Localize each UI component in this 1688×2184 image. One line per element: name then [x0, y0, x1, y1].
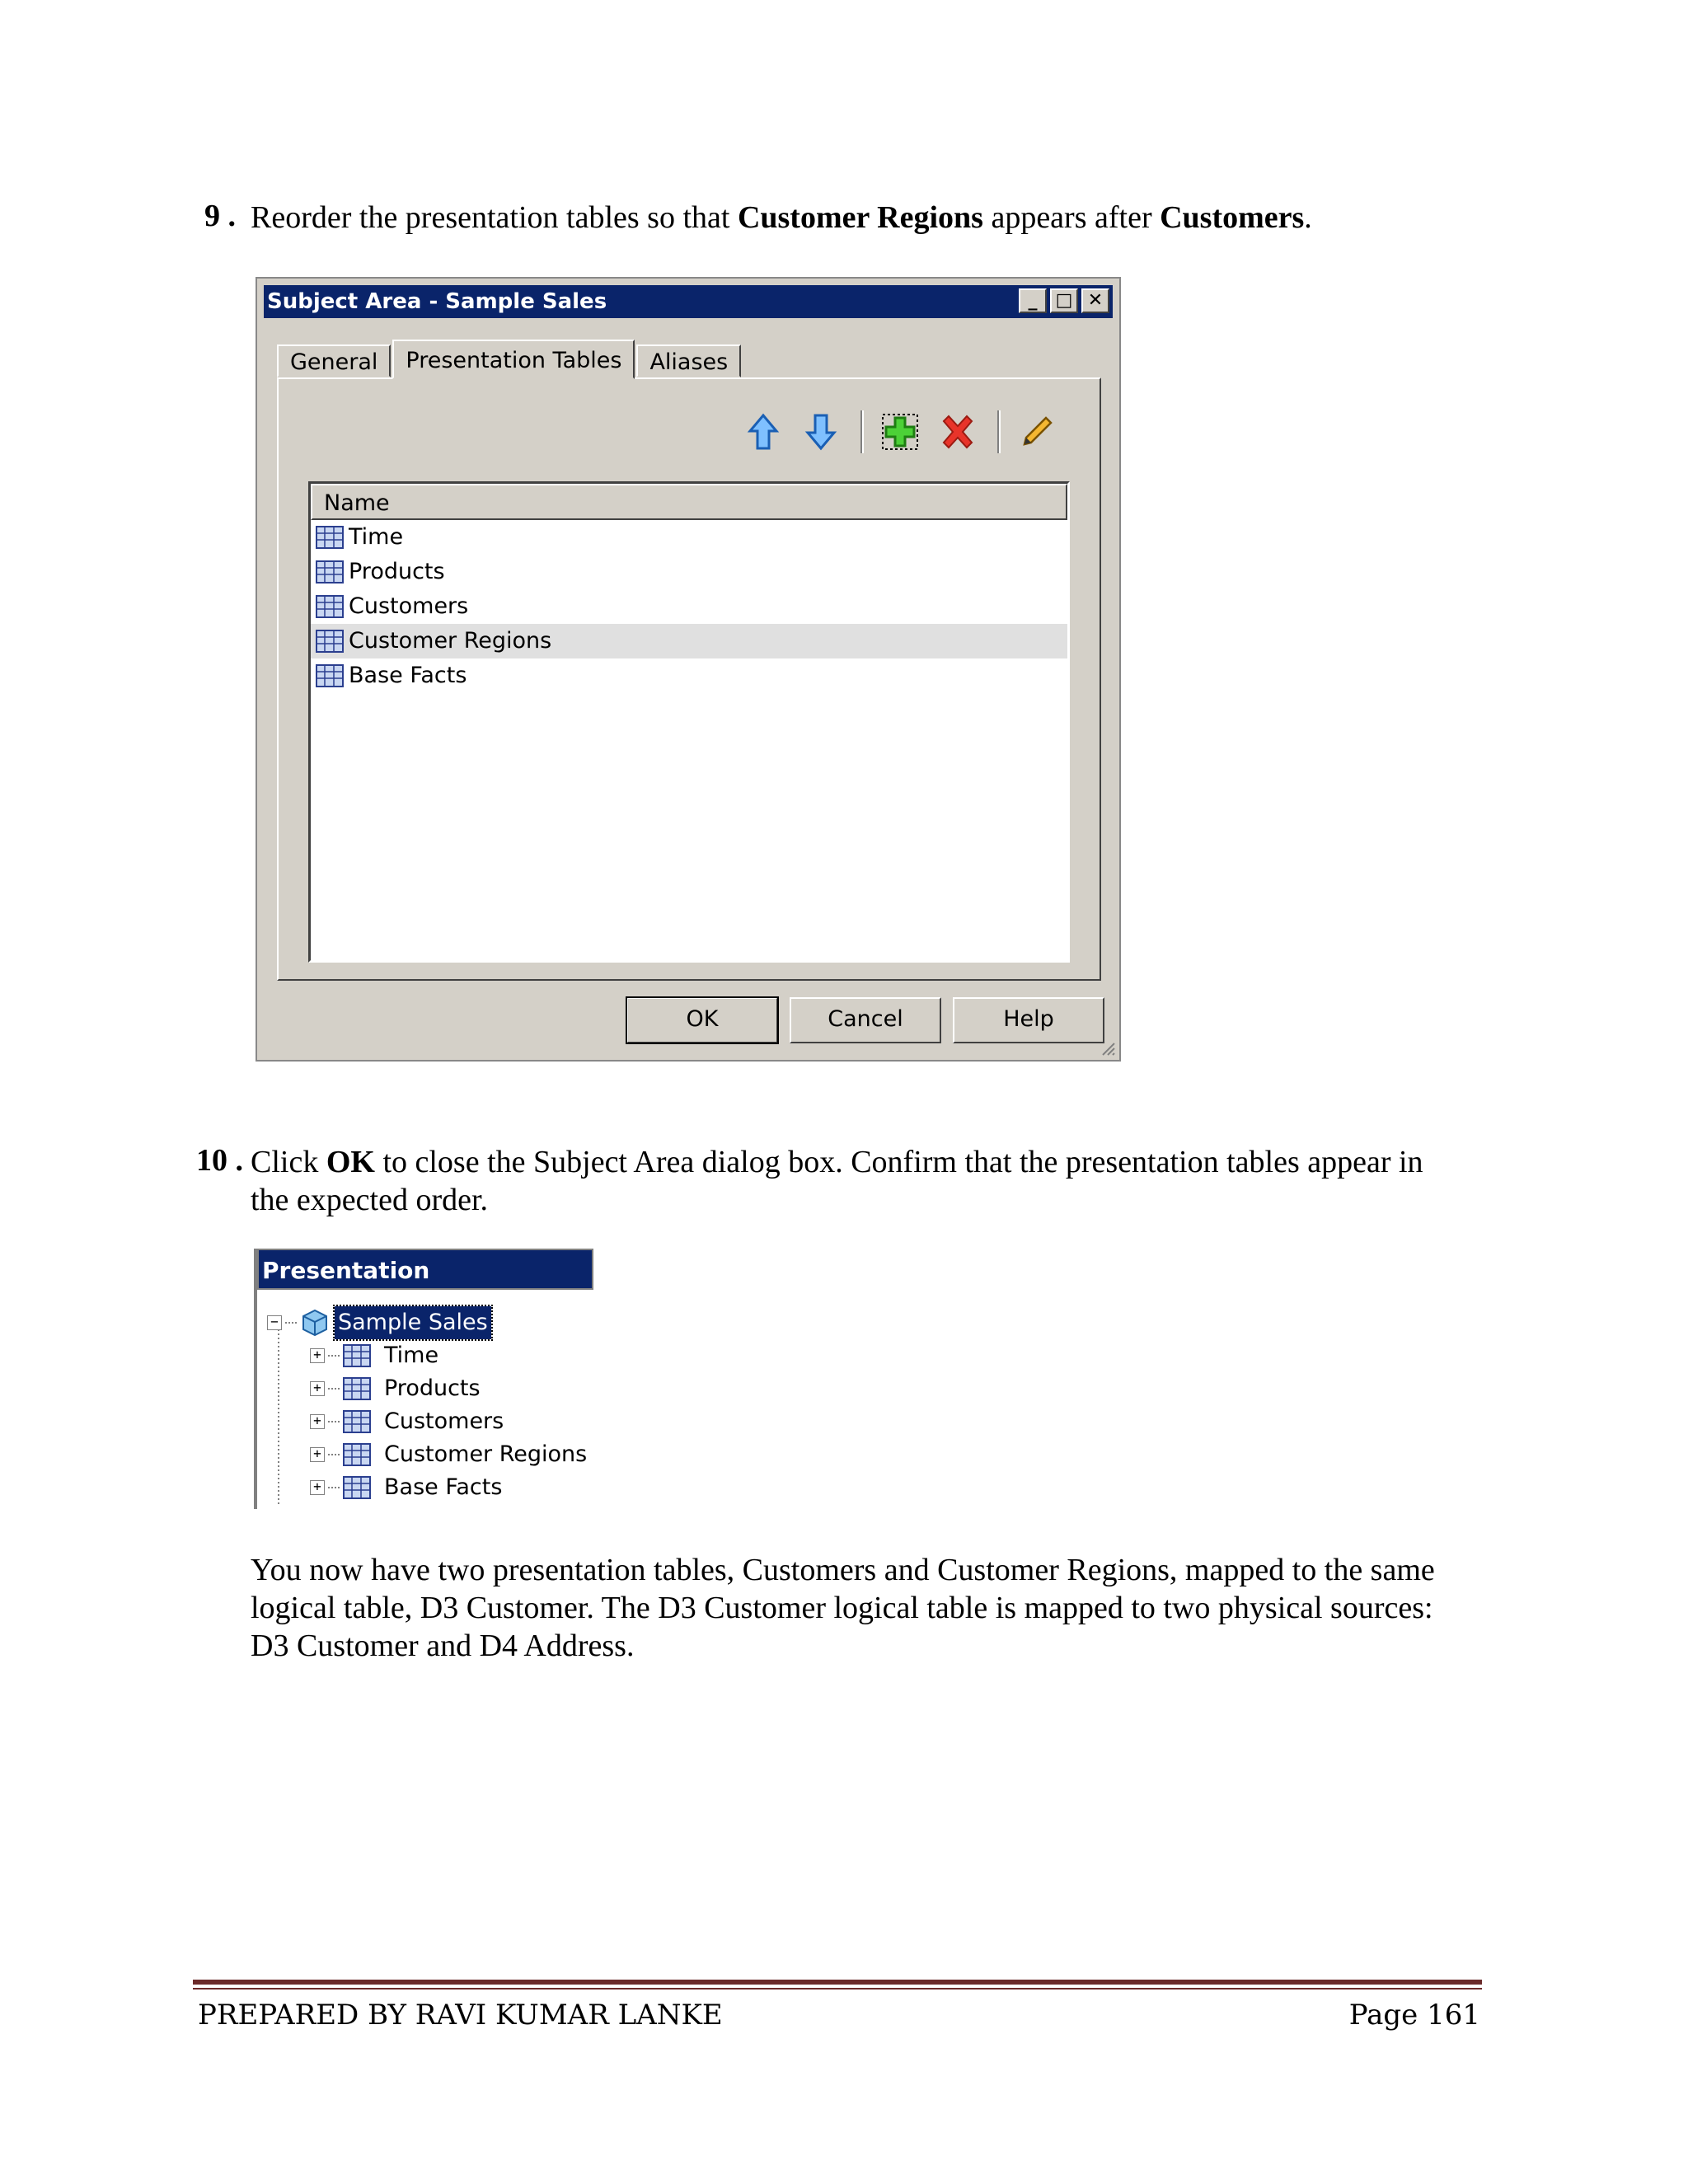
table-icon — [316, 664, 344, 687]
step-number: 9 . — [204, 199, 236, 233]
tab-panel — [277, 377, 1101, 981]
step-9-bold-customer-regions: Customer Regions — [737, 200, 983, 235]
presentation-panel-title: Presentation — [257, 1249, 593, 1290]
step-9-text-end: . — [1304, 200, 1312, 235]
tree-item-label: Products — [384, 1376, 481, 1401]
list-item-label: Customer Regions — [349, 628, 552, 654]
tree-root[interactable] — [267, 1306, 491, 1339]
step-10-text: Click — [251, 1145, 326, 1179]
tab-general[interactable]: General — [277, 344, 391, 377]
table-icon — [343, 1443, 371, 1466]
summary-line-3: D3 Customer and D4 Address. — [251, 1629, 635, 1663]
tree-item[interactable] — [310, 1471, 502, 1504]
step-10-bold-ok: OK — [326, 1145, 375, 1179]
collapse-icon[interactable]: − — [267, 1315, 282, 1330]
expand-icon[interactable]: + — [310, 1447, 325, 1462]
list-item-selected[interactable] — [311, 624, 1067, 658]
tree-item[interactable] — [310, 1372, 481, 1405]
list-item[interactable] — [311, 520, 1067, 555]
subject-area-cube-icon — [300, 1308, 330, 1338]
page-number: Page 161 — [1348, 1999, 1480, 2032]
toolbar-separator — [860, 410, 864, 453]
footer-author: PREPARED BY RAVI KUMAR LANKE — [198, 1999, 723, 2032]
maximize-button[interactable]: □ — [1050, 288, 1078, 313]
tree-connector — [328, 1355, 340, 1357]
step-10-instruction — [251, 1143, 1423, 1219]
ok-button[interactable]: OK — [626, 997, 778, 1043]
tree-item-label: Time — [384, 1343, 439, 1368]
table-icon — [343, 1377, 371, 1400]
tree-connector — [328, 1388, 340, 1390]
list-item[interactable] — [311, 589, 1067, 624]
table-icon — [316, 526, 344, 549]
tree-item[interactable] — [310, 1339, 438, 1372]
summary-line-1: You now have two presentation tables, Customers and Customer Regions, mapped to the same — [251, 1553, 1435, 1587]
help-button[interactable]: Help — [953, 997, 1104, 1043]
step-number: 10 . — [196, 1143, 243, 1178]
dialog-title: Subject Area - Sample Sales — [267, 289, 607, 314]
tree-item-label: Customer Regions — [384, 1441, 588, 1467]
step-9-instruction — [251, 199, 1312, 237]
list-item-label: Customers — [349, 593, 469, 619]
footer-rule-thin — [193, 1988, 1482, 1990]
table-icon — [343, 1344, 371, 1367]
tree-connector — [328, 1487, 340, 1488]
step-9-text-mid: appears after — [982, 200, 1160, 235]
tree-item[interactable] — [310, 1438, 587, 1471]
resize-grip-icon[interactable] — [1098, 1038, 1116, 1057]
step-10-text-line2: the expected order. — [251, 1183, 489, 1217]
tree-item-label: Base Facts — [384, 1474, 503, 1500]
table-icon — [316, 630, 344, 653]
list-item[interactable] — [311, 555, 1067, 589]
tree-connector — [285, 1322, 297, 1324]
tab-presentation-tables[interactable]: Presentation Tables — [392, 340, 635, 379]
toolbar-separator — [997, 410, 1001, 453]
expand-icon[interactable]: + — [310, 1348, 325, 1363]
list-item-label: Products — [349, 559, 445, 584]
presentation-tree-panel — [254, 1249, 593, 1509]
arrow-up-icon[interactable] — [740, 409, 786, 455]
add-icon[interactable] — [877, 409, 923, 455]
tree-item[interactable] — [310, 1405, 504, 1438]
delete-icon[interactable] — [935, 409, 981, 455]
expand-icon[interactable]: + — [310, 1480, 325, 1495]
table-icon — [343, 1410, 371, 1433]
expand-icon[interactable]: + — [310, 1414, 325, 1429]
table-icon — [343, 1476, 371, 1499]
tab-aliases[interactable]: Aliases — [636, 344, 741, 377]
tree-connector — [328, 1454, 340, 1455]
expand-icon[interactable]: + — [310, 1381, 325, 1396]
arrow-down-icon[interactable] — [798, 409, 844, 455]
list-item-label: Time — [349, 524, 404, 550]
dialog-tabs — [277, 340, 743, 377]
list-item[interactable] — [311, 658, 1067, 693]
tree-root-label[interactable]: Sample Sales — [335, 1306, 491, 1339]
summary-line-2: logical table, D3 Customer. The D3 Customer logical table is mapped to two physical sources: — [251, 1591, 1433, 1625]
summary-paragraph — [251, 1551, 1435, 1665]
tree-connector — [328, 1421, 340, 1422]
tree-item-label: Customers — [384, 1408, 504, 1434]
presentation-tables-list[interactable] — [308, 481, 1070, 963]
step-10-text-rest: to close the Subject Area dialog box. Confirm that the presentation tables appear in — [374, 1145, 1423, 1179]
list-item-label: Base Facts — [349, 663, 467, 688]
table-icon — [316, 595, 344, 618]
footer-rule — [193, 1980, 1482, 1985]
column-header-name[interactable]: Name — [311, 484, 1067, 520]
cancel-button[interactable]: Cancel — [790, 997, 941, 1043]
toolbar — [740, 409, 1071, 455]
dialog-titlebar — [264, 285, 1113, 318]
minimize-button[interactable]: _ — [1019, 288, 1047, 313]
table-icon — [316, 560, 344, 583]
subject-area-dialog — [256, 277, 1121, 1062]
close-button[interactable]: ✕ — [1081, 288, 1109, 313]
step-9-bold-customers: Customers — [1160, 200, 1305, 235]
dialog-buttons — [626, 997, 1104, 1043]
step-9-text: Reorder the presentation tables so that — [251, 200, 738, 235]
edit-icon[interactable] — [1014, 409, 1060, 455]
